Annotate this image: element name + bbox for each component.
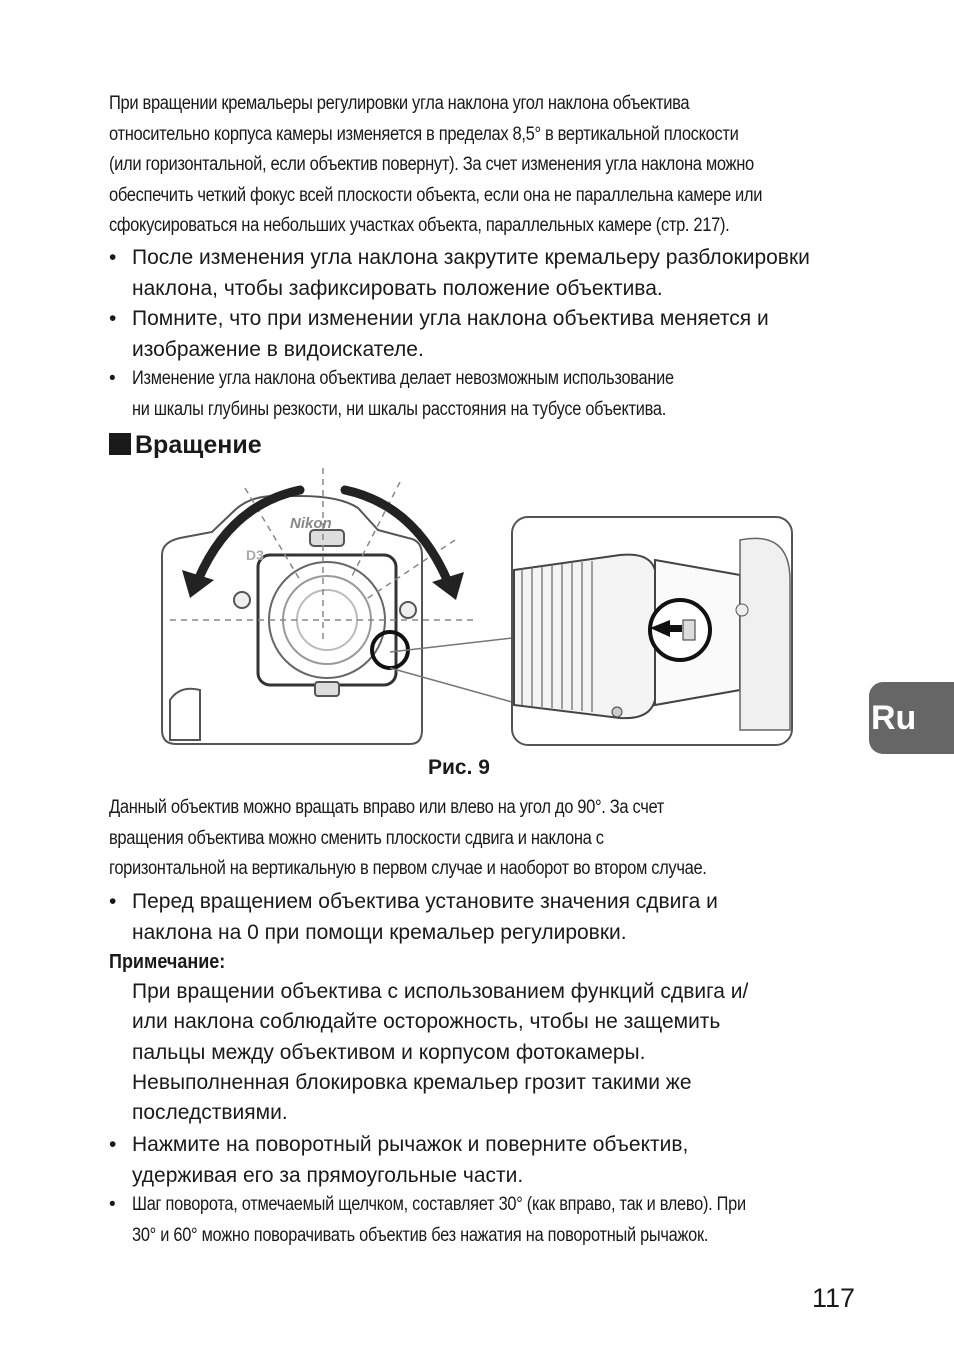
section-heading-text: Вращение <box>135 431 262 459</box>
text-line: обеспечить четкий фокус всей плоскости объекта, если она не параллельна камере или <box>109 184 763 206</box>
bullet-item <box>109 1129 849 1191</box>
bullet-symbol: • <box>109 307 117 330</box>
bullet-item <box>109 364 849 425</box>
bullet-symbol: • <box>109 890 117 913</box>
text-line: Невыполненная блокировка кремальер грозит такими же <box>132 1070 692 1094</box>
text-line: изображение в видоискателе. <box>132 338 424 361</box>
bullet-item <box>109 242 849 304</box>
text-line: Перед вращением объектива установите значения сдвига и <box>132 890 718 913</box>
text-line: удерживая его за прямоугольные части. <box>132 1164 524 1187</box>
nikon-logo-text: Nikon <box>290 515 332 532</box>
language-tab-label: Ru <box>871 698 917 737</box>
figure-caption: Рис. 9 <box>428 756 490 779</box>
bullet-symbol: • <box>109 368 116 389</box>
bullet-symbol: • <box>109 1133 117 1156</box>
bullet-symbol: • <box>109 1194 116 1215</box>
rotation-paragraph <box>109 793 849 885</box>
bullet-item <box>109 1190 849 1251</box>
text-line: наклона, чтобы зафиксировать положение объектива. <box>132 277 663 300</box>
text-line: 30° и 60° можно поворачивать объектив без нажатия на поворотный рычажок. <box>132 1224 709 1246</box>
text-line: При вращении объектива с использованием функций сдвига и/ <box>132 980 749 1003</box>
text-line: (или горизонтальной, если объектив повернут). За счет изменения угла наклона можно <box>109 154 754 175</box>
page-number: 117 <box>812 1283 856 1313</box>
text-line: последствиями. <box>132 1101 288 1125</box>
text-line: После изменения угла наклона закрутите кремальеру разблокировки <box>132 246 810 269</box>
intro-paragraph <box>109 89 849 242</box>
text-line: наклона на 0 при помощи кремальер регулировки. <box>132 921 627 944</box>
text-line: Помните, что при изменении угла наклона объектива меняется и <box>132 307 769 330</box>
bullet-symbol: • <box>109 246 117 269</box>
text-line: ни шкалы глубины резкости, ни шкалы расстояния на тубусе объектива. <box>132 398 667 420</box>
text-line: Изменение угла наклона объектива делает невозможным использование <box>132 368 674 389</box>
text-line: относительно корпуса камеры изменяется в пределах 8,5° в вертикальной плоскости <box>109 123 739 145</box>
text-line: Данный объектив можно вращать вправо или влево на угол до 90°. За счет <box>109 797 664 818</box>
text-line: При вращении кремальеры регулировки угла наклона угол наклона объектива <box>109 93 690 114</box>
language-tab <box>869 682 954 754</box>
figure-lens-rotation <box>150 460 800 750</box>
text-line: сфокусироваться на небольших участках объекта, параллельных камере (стр. 217). <box>109 215 730 236</box>
text-line: пальцы между объективом и корпусом фотокамеры. <box>132 1040 646 1064</box>
text-line: Шаг поворота, отмечаемый щелчком, составляет 30° (как вправо, так и влево). При <box>132 1194 746 1215</box>
bullet-item <box>109 303 849 365</box>
text-line: Нажмите на поворотный рычажок и поверните объектив, <box>132 1133 689 1156</box>
square-bullet-icon <box>109 433 131 455</box>
detail-inset-illustration <box>512 517 792 745</box>
text-line: горизонтальной на вертикальную в первом случае и наоборот во втором случае. <box>109 858 707 879</box>
camera-model-text: D3 <box>246 547 264 563</box>
note-title: Примечание: <box>109 951 226 973</box>
text-line: вращения объектива можно сменить плоскости сдвига и наклона с <box>109 827 604 849</box>
text-line: или наклона соблюдайте осторожность, чтобы не защемить <box>132 1010 721 1034</box>
section-heading <box>109 428 262 462</box>
bullet-item <box>109 886 849 948</box>
note-body <box>132 977 832 1128</box>
